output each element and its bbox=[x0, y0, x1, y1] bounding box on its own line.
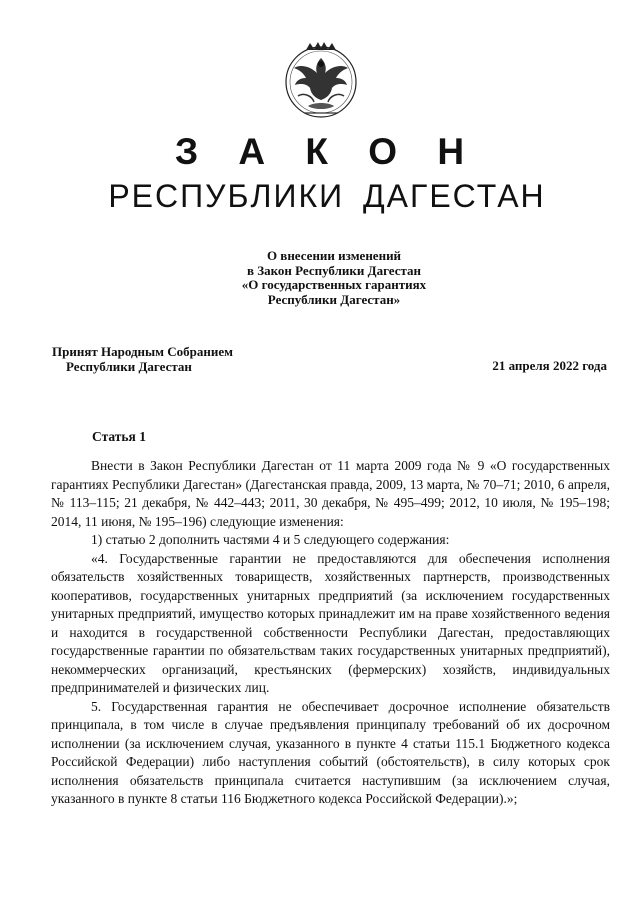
article-intro-paragraph: Внести в Закон Республики Дагестан от 11 марта 2009 года № 9 «О государственных гарантиях Республики Дагестан» (Дагестанская правда, 2009, 13 марта, № 70–71; 2010, 6 апреля, № 113–115; 21 декабря, № 442–443; 2011, 30 декабря, № 495–499; 2012, 10 июля, № 195–198; 2014, 11 июня, № 195–196) следующие изменения: bbox=[51, 458, 610, 529]
document-title-line: Республики Дагестан» bbox=[267, 291, 401, 307]
document-title-line: в Закон Республики Дагестан bbox=[246, 262, 422, 278]
document-title-line: «О государственных гарантиях bbox=[241, 277, 427, 292]
adoption-body bbox=[52, 345, 233, 374]
article-heading: Статья 1 bbox=[92, 429, 146, 444]
article-part-5-paragraph: 5. Государственная гарантия не обеспечивает досрочное исполнение обязательств принципала, в том числе в случае предъявления принципалу требований об их досрочном исполнении (за исключением случая, указанного в пункте 4 статьи 115.1 Бюджетного кодекса Российской Федерации) либо наступления событий (обстоятельств), в силу которых срок исполнения обязательств принципала считается наступившим (за исключением случая, указанного в пункте 8 статьи 116 Бюджетного кодекса Российской Федерации).»; bbox=[51, 698, 610, 806]
article-body bbox=[51, 457, 610, 809]
law-title: З А К О Н bbox=[174, 131, 480, 172]
article-part-4-paragraph: «4. Государственные гарантии не предоставляются для обеспечения исполнения обязательств хозяйственных товариществ, хозяйственных партнерств, производственных кооперативов, государственных унитарных предприятий (за исключением государственных унитарных предприятий, имущество которых принадлежит им на праве хозяйственного ведения и находится в государственной собственности Республики Дагестан, предоставляющих государственные гарантии по обязательствам таких государственных унитарных предприятий), некоммерческих организаций, крестьянских (фермерских) хозяйств, индивидуальных предпринимателей и физических лиц. bbox=[51, 550, 610, 695]
adoption-line: Республики Дагестан bbox=[66, 358, 192, 374]
law-subtitle: РЕСПУБЛИКИ ДАГЕСТАН bbox=[108, 178, 546, 214]
document-title-line: О внесении изменений bbox=[266, 248, 402, 263]
adoption-date: 21 апреля 2022 года bbox=[492, 358, 607, 373]
dagestan-coat-of-arms-emblem bbox=[284, 40, 358, 122]
adoption-line: Принят Народным Собранием bbox=[52, 344, 234, 359]
article-item-paragraph: 1) статью 2 дополнить частями 4 и 5 следующего содержания: bbox=[91, 532, 450, 547]
document-title bbox=[0, 249, 640, 307]
